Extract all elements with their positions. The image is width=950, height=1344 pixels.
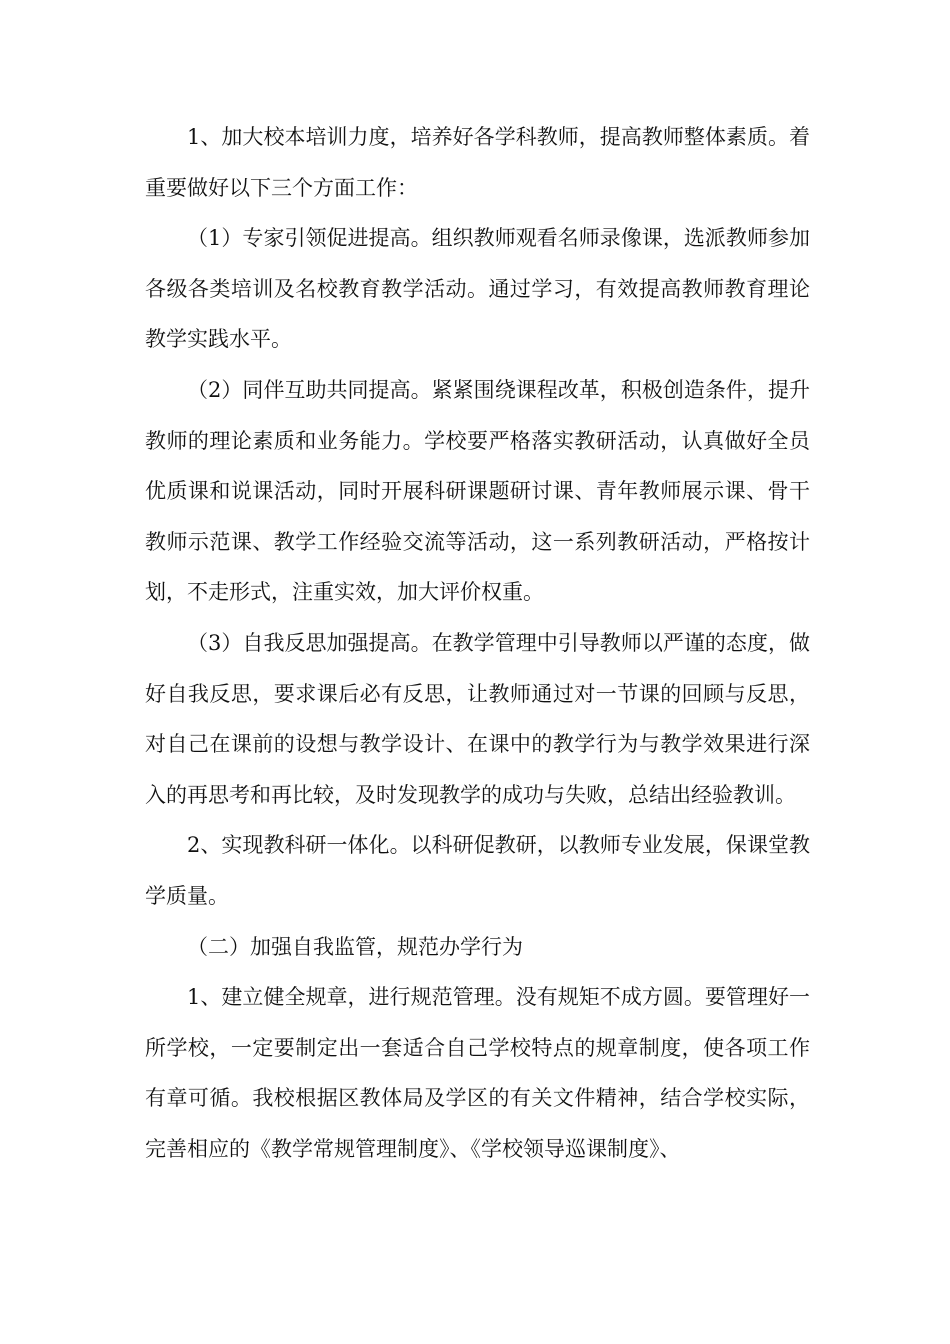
paragraph-peer-assistance: （2）同伴互助共同提高。紧紧围绕课程改革，积极创造条件，提升教师的理论素质和业务能力。学校要严格落实教研活动，认真做好全员优质课和说课活动，同时开展科研课题研讨课、青年教师展示课、骨干教师示范课、教学工作经验交流等活动，这一系列教研活动，严格按计划，不走形式，注重实效，加大评价权重。 [145,377,810,605]
paragraph-expert-guidance: （1）专家引领促进提高。组织教师观看名师录像课，选派教师参加各级各类培训及名校教育教学活动。通过学习，有效提高教师教育理论教学实践水平。 [145,226,810,352]
document-body [145,112,810,1174]
section-heading-self-supervision: （二）加强自我监管，规范办学行为 [187,934,523,959]
paragraph-research-integration: 2、实现教科研一体化。以科研促教研，以教师专业发展，保课堂教学质量。 [145,833,810,908]
paragraph-teacher-training: 1、加大校本培训力度，培养好各学科教师，提高教师整体素质。着重要做好以下三个方面工作： [145,125,810,200]
paragraph-rules-management: 1、建立健全规章，进行规范管理。没有规矩不成方圆。要管理好一所学校，一定要制定出一套适合自己学校特点的规章制度，使各项工作有章可循。我校根据区教体局及学区的有关文件精神，结合学校实际，完善相应的《教学常规管理制度》、《学校领导巡课制度》、 [145,985,810,1161]
paragraph-self-reflection: （3）自我反思加强提高。在教学管理中引导教师以严谨的态度，做好自我反思，要求课后必有反思，让教师通过对一节课的回顾与反思，对自己在课前的设想与教学设计、在课中的教学行为与教学效果进行深入的再思考和再比较，及时发现教学的成功与失败，总结出经验教训。 [145,630,810,807]
